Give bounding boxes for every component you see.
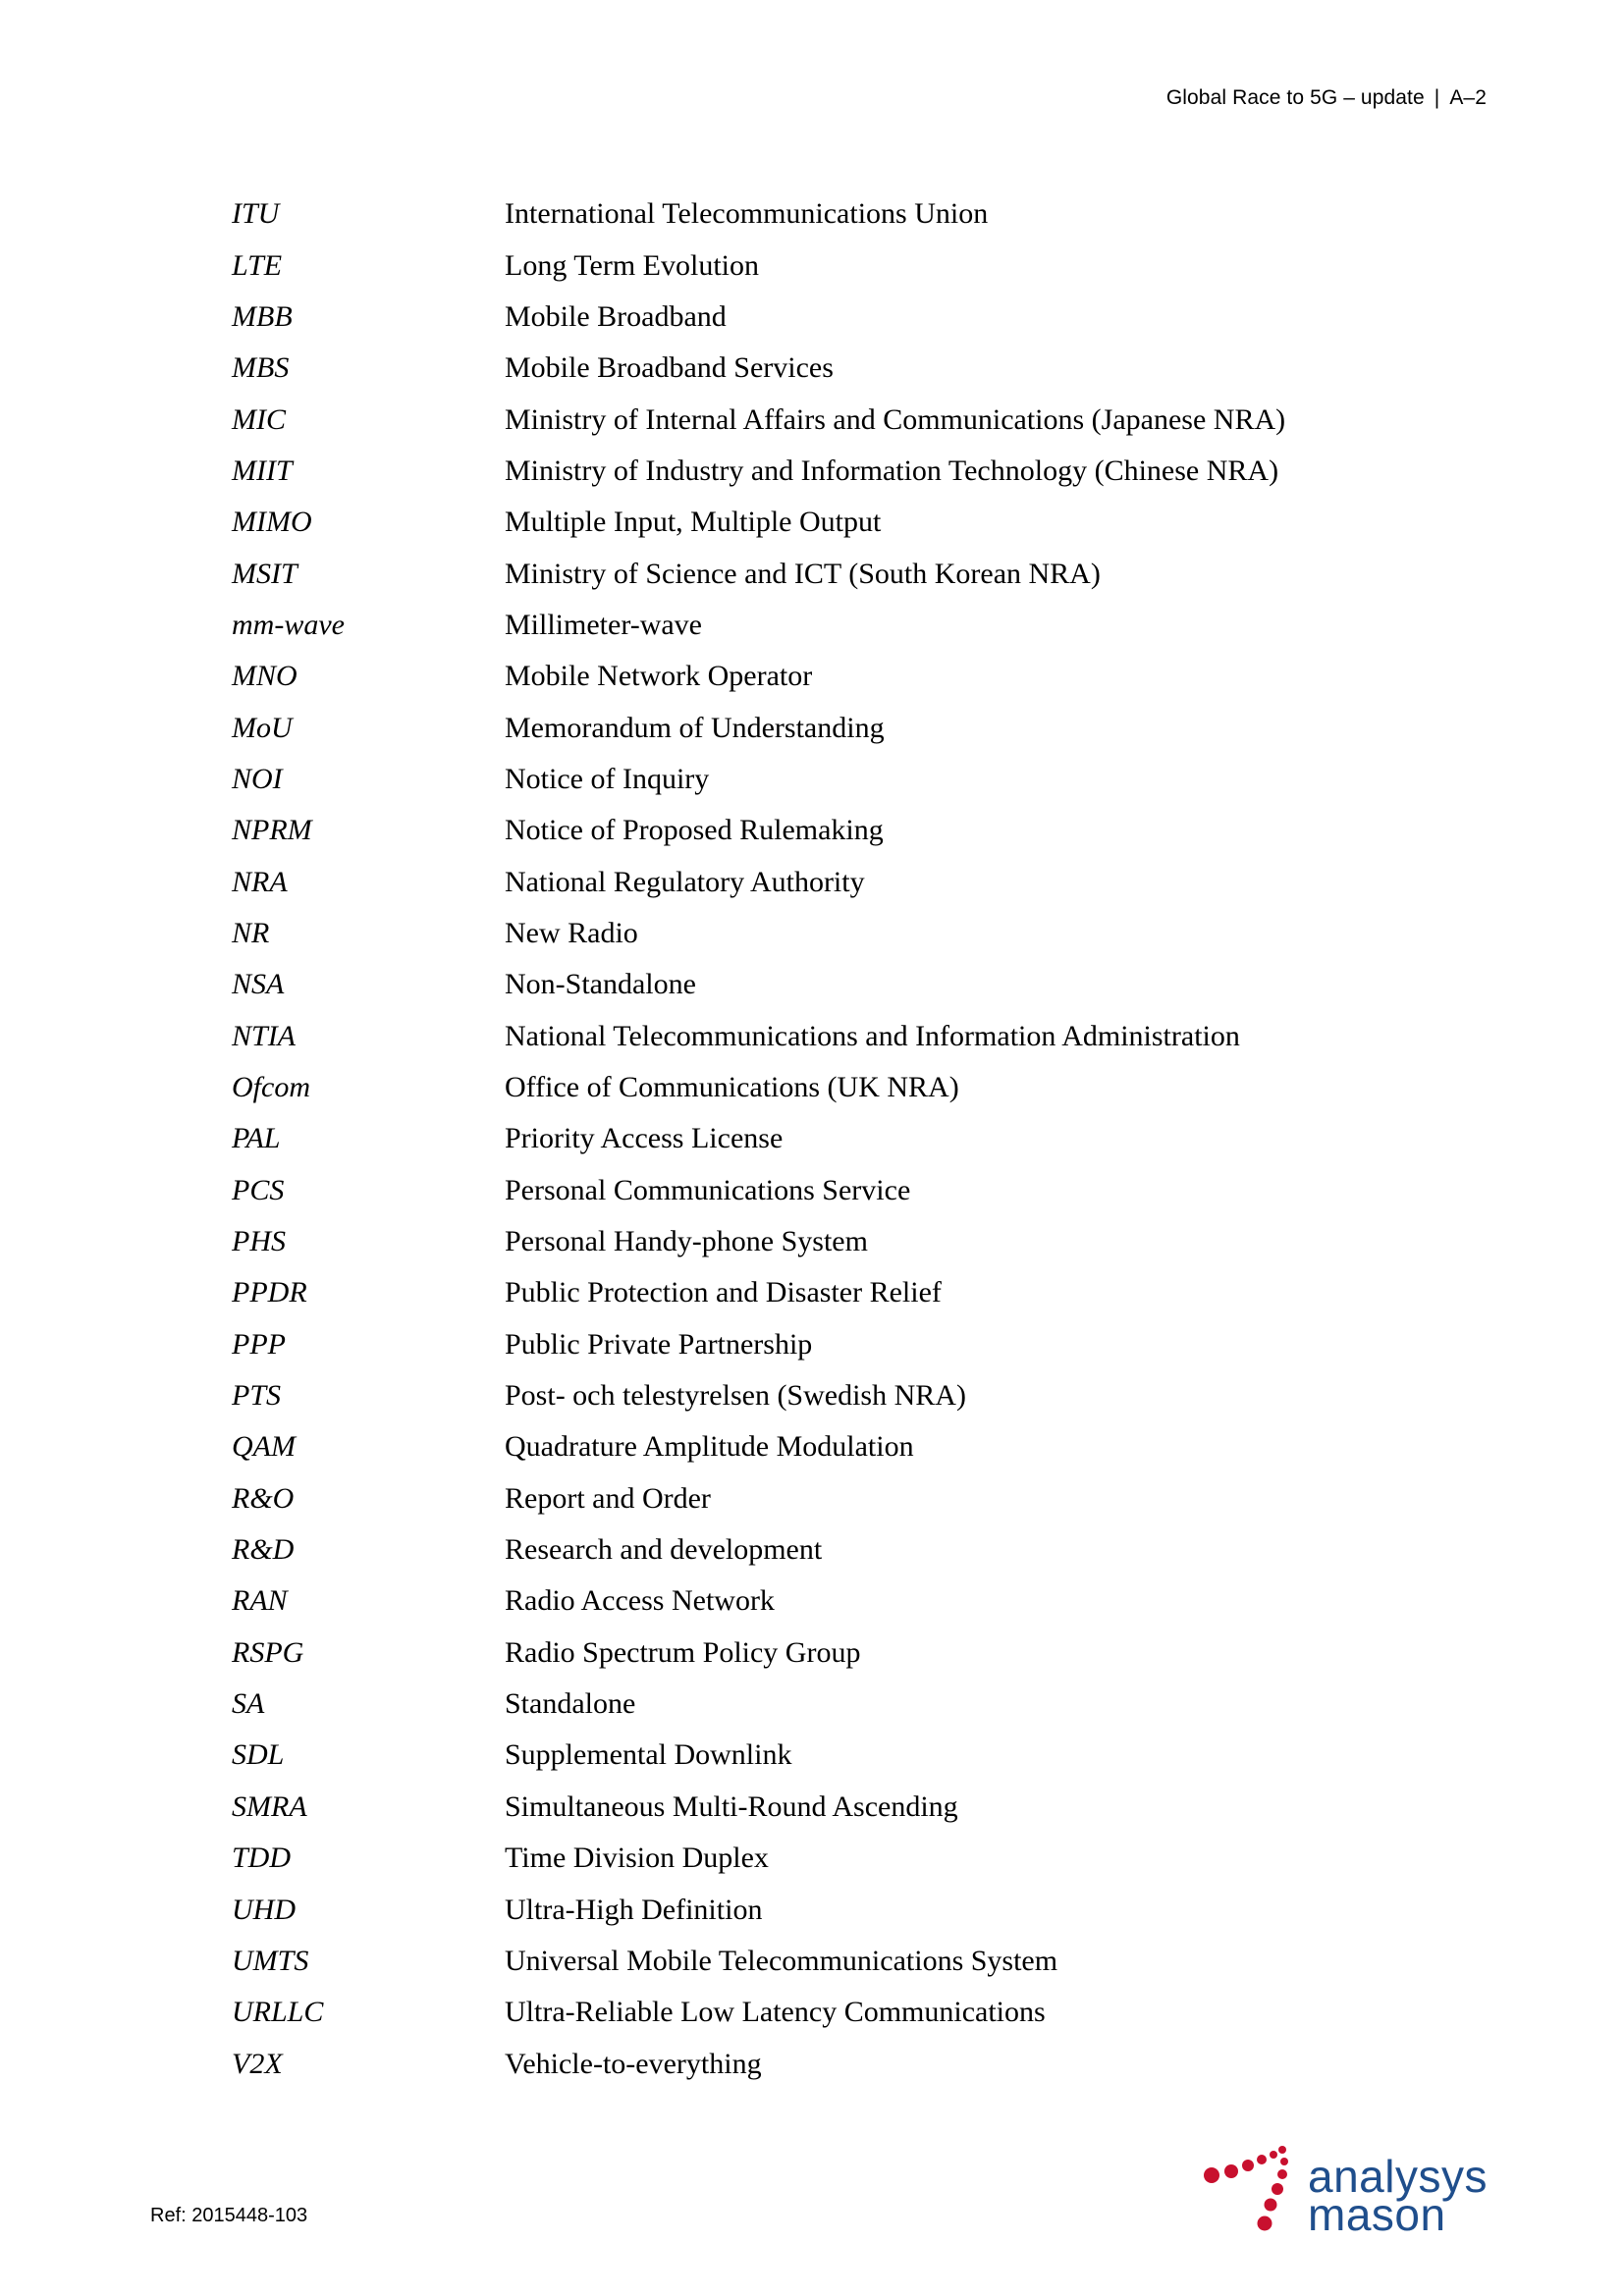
logo-dots-icon xyxy=(1204,2140,1312,2248)
glossary-term: RAN xyxy=(232,1584,288,1618)
glossary-definition: Notice of Inquiry xyxy=(505,762,710,795)
glossary-term: QAM xyxy=(232,1430,296,1464)
glossary-row xyxy=(232,1370,1390,1421)
glossary-term: NPRM xyxy=(232,814,312,847)
glossary-definition: Ministry of Industry and Information Technology (Chinese NRA) xyxy=(505,454,1279,487)
glossary-row xyxy=(232,1421,1390,1472)
glossary-term: MoU xyxy=(232,711,293,744)
glossary-definition: Supplemental Downlink xyxy=(505,1738,792,1772)
glossary-term: NRA xyxy=(232,865,288,898)
glossary-definition: Long Term Evolution xyxy=(505,248,759,282)
glossary-row xyxy=(232,805,1390,856)
glossary-row xyxy=(232,651,1390,702)
glossary-row xyxy=(232,497,1390,548)
glossary-term: mm-wave xyxy=(232,608,345,641)
glossary-term: MIIT xyxy=(232,454,293,487)
glossary-row xyxy=(232,1113,1390,1164)
glossary-term: NTIA xyxy=(232,1019,297,1052)
glossary-definition: Public Private Partnership xyxy=(505,1327,813,1361)
glossary-definition: Report and Order xyxy=(505,1481,711,1515)
glossary-row xyxy=(232,959,1390,1010)
glossary-term: Ofcom xyxy=(232,1071,310,1104)
glossary-term: UMTS xyxy=(232,1944,309,1977)
glossary-definition: Ultra-Reliable Low Latency Communications xyxy=(505,1996,1046,2029)
glossary-row xyxy=(232,1628,1390,1679)
glossary-list xyxy=(232,188,1390,2090)
glossary-row xyxy=(232,1216,1390,1267)
company-logo xyxy=(1204,2140,1518,2248)
glossary-row xyxy=(232,343,1390,394)
glossary-term: PPDR xyxy=(232,1276,307,1309)
glossary-row xyxy=(232,1679,1390,1730)
page-header xyxy=(1166,86,1487,110)
glossary-row xyxy=(232,754,1390,805)
glossary-definition: Ultra-High Definition xyxy=(505,1893,763,1926)
glossary-term: NSA xyxy=(232,968,285,1001)
glossary-row xyxy=(232,1524,1390,1575)
glossary-term: PHS xyxy=(232,1225,286,1258)
glossary-row xyxy=(232,1319,1390,1370)
glossary-term: MIC xyxy=(232,402,286,436)
glossary-row xyxy=(232,1884,1390,1935)
glossary-term: PTS xyxy=(232,1379,282,1413)
glossary-row xyxy=(232,1062,1390,1113)
glossary-definition: Mobile Network Operator xyxy=(505,660,813,693)
glossary-definition: Mobile Broadband xyxy=(505,299,727,333)
glossary-row xyxy=(232,908,1390,959)
glossary-definition: Public Protection and Disaster Relief xyxy=(505,1276,942,1309)
glossary-term: ITU xyxy=(232,197,280,231)
glossary-definition: Standalone xyxy=(505,1687,636,1721)
glossary-term: RSPG xyxy=(232,1635,304,1669)
glossary-definition: International Telecommunications Union xyxy=(505,197,989,231)
glossary-term: MSIT xyxy=(232,557,298,590)
glossary-term: NR xyxy=(232,916,270,949)
glossary-definition: Ministry of Science and ICT (South Korean NRA) xyxy=(505,557,1101,590)
glossary-term: NOI xyxy=(232,762,283,795)
glossary-row xyxy=(232,292,1390,343)
glossary-definition: Multiple Input, Multiple Output xyxy=(505,506,882,539)
glossary-definition: Personal Handy-phone System xyxy=(505,1225,868,1258)
glossary-row xyxy=(232,548,1390,599)
glossary-definition: Millimeter-wave xyxy=(505,608,702,641)
glossary-term: R&D xyxy=(232,1533,295,1567)
glossary-row xyxy=(232,394,1390,445)
glossary-term: PAL xyxy=(232,1122,281,1155)
glossary-row xyxy=(232,2038,1390,2089)
glossary-term: PCS xyxy=(232,1173,285,1206)
glossary-definition: Quadrature Amplitude Modulation xyxy=(505,1430,914,1464)
header-separator: | xyxy=(1434,86,1440,109)
glossary-term: TDD xyxy=(232,1842,292,1875)
glossary-row xyxy=(232,1833,1390,1884)
glossary-row xyxy=(232,600,1390,651)
glossary-row xyxy=(232,1011,1390,1062)
glossary-row xyxy=(232,1782,1390,1833)
glossary-definition: Universal Mobile Telecommunications System xyxy=(505,1944,1058,1977)
glossary-definition: Radio Access Network xyxy=(505,1584,775,1618)
document-title: Global Race to 5G – update xyxy=(1165,86,1425,109)
glossary-term: LTE xyxy=(232,248,283,282)
glossary-row xyxy=(232,702,1390,753)
glossary-term: MBS xyxy=(232,351,290,385)
glossary-definition: Vehicle-to-everything xyxy=(505,2047,762,2080)
page-number: A–2 xyxy=(1449,86,1487,109)
glossary-definition: Priority Access License xyxy=(505,1122,784,1155)
glossary-definition: Personal Communications Service xyxy=(505,1173,911,1206)
glossary-row xyxy=(232,446,1390,497)
glossary-term: SMRA xyxy=(232,1789,307,1823)
glossary-definition: Post- och telestyrelsen (Swedish NRA) xyxy=(505,1379,966,1413)
glossary-row xyxy=(232,1575,1390,1627)
glossary-row xyxy=(232,1473,1390,1524)
glossary-term: SDL xyxy=(232,1738,285,1772)
glossary-row xyxy=(232,1936,1390,1987)
glossary-term: V2X xyxy=(232,2047,283,2080)
glossary-row xyxy=(232,856,1390,907)
glossary-definition: Research and development xyxy=(505,1533,823,1567)
glossary-definition: National Regulatory Authority xyxy=(505,865,865,898)
glossary-definition: Time Division Duplex xyxy=(505,1842,769,1875)
glossary-row xyxy=(232,1730,1390,1781)
glossary-row xyxy=(232,240,1390,291)
glossary-definition: Memorandum of Understanding xyxy=(505,711,885,744)
glossary-row xyxy=(232,188,1390,240)
glossary-term: URLLC xyxy=(232,1996,324,2029)
glossary-row xyxy=(232,1165,1390,1216)
glossary-term: SA xyxy=(232,1687,265,1721)
glossary-term: MNO xyxy=(232,660,298,693)
glossary-definition: Ministry of Internal Affairs and Communications (Japanese NRA) xyxy=(505,402,1286,436)
glossary-definition: National Telecommunications and Information Administration xyxy=(505,1019,1240,1052)
glossary-row xyxy=(232,1987,1390,2038)
logo-word-mason: mason xyxy=(1308,2189,1446,2240)
glossary-definition: Non-Standalone xyxy=(505,968,696,1001)
glossary-definition: Simultaneous Multi-Round Ascending xyxy=(505,1789,958,1823)
document-reference: Ref: 2015448-103 xyxy=(150,2205,308,2226)
glossary-term: R&O xyxy=(232,1481,295,1515)
glossary-definition: Mobile Broadband Services xyxy=(505,351,834,385)
glossary-definition: New Radio xyxy=(505,916,638,949)
glossary-row xyxy=(232,1267,1390,1318)
glossary-definition: Radio Spectrum Policy Group xyxy=(505,1635,861,1669)
logo-word-analysys: analysys xyxy=(1308,2151,1488,2202)
glossary-term: MBB xyxy=(232,299,293,333)
glossary-definition: Notice of Proposed Rulemaking xyxy=(505,814,884,847)
glossary-term: MIMO xyxy=(232,506,312,539)
glossary-term: PPP xyxy=(232,1327,286,1361)
glossary-term: UHD xyxy=(232,1893,296,1926)
glossary-definition: Office of Communications (UK NRA) xyxy=(505,1071,959,1104)
